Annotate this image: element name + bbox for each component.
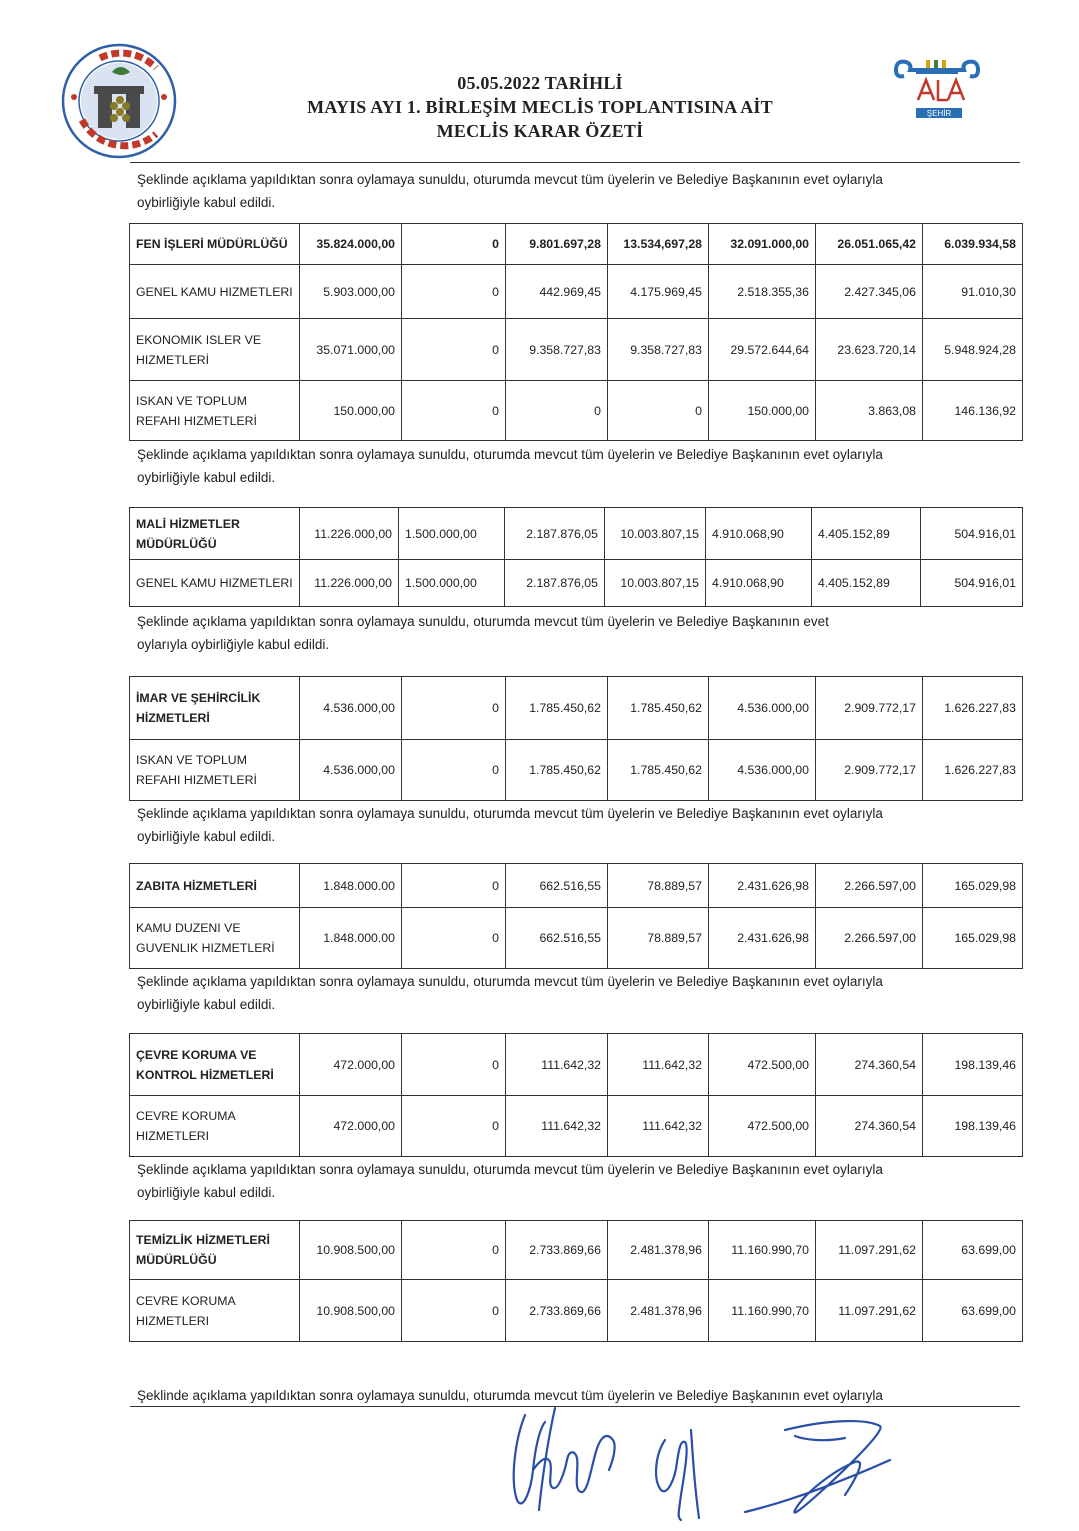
row-name: GENEL KAMU HIZMETLERI	[130, 265, 300, 319]
cell-final-budget: 32.091.000,00	[709, 224, 816, 265]
cell-transfer-out: 10.003.807,15	[605, 560, 706, 607]
vote-statement	[137, 802, 997, 848]
cell-spent: 3.863,08	[816, 381, 923, 441]
vote-statement-line: Şeklinde açıklama yapıldıktan sonra oylamaya sunuldu, oturumda mevcut tüm üyelerin ve Belediye Başkanının evet oylarıyla	[137, 447, 883, 462]
cell-initial-budget: 472.000,00	[300, 1096, 402, 1157]
cell-spent: 11.097.291,62	[816, 1280, 923, 1342]
cell-transfer-in: 1.785.450,62	[506, 677, 608, 740]
cell-spent: 23.623.720,14	[816, 319, 923, 381]
row-name: CEVRE KORUMA HIZMETLERI	[130, 1280, 300, 1342]
cell-remaining: 198.139,46	[923, 1096, 1023, 1157]
cell-final-budget: 2.431.626,98	[709, 864, 816, 908]
row-name: ZABITA HİZMETLERİ	[130, 864, 300, 908]
cell-transfer-out: 111.642,32	[608, 1034, 709, 1096]
table-row	[130, 560, 1023, 607]
cell-added: 0	[402, 224, 506, 265]
cell-final-budget: 2.518.355,36	[709, 265, 816, 319]
cell-remaining: 6.039.934,58	[923, 224, 1023, 265]
cell-transfer-in: 662.516,55	[506, 864, 608, 908]
ala-sehir-logo-icon	[890, 56, 985, 126]
vote-statement-line: Şeklinde açıklama yapıldıktan sonra oylamaya sunuldu, oturumda mevcut tüm üyelerin ve Belediye Başkanının evet	[137, 614, 829, 629]
cell-transfer-out: 111.642,32	[608, 1096, 709, 1157]
cell-final-budget: 150.000,00	[709, 381, 816, 441]
vote-statement	[137, 443, 997, 489]
vote-statement	[137, 168, 997, 214]
cell-remaining: 146.136,92	[923, 381, 1023, 441]
cell-remaining: 1.626.227,83	[923, 677, 1023, 740]
cell-transfer-out: 2.481.378,96	[608, 1280, 709, 1342]
cell-added: 0	[402, 265, 506, 319]
vote-statement-line: Şeklinde açıklama yapıldıktan sonra oylamaya sunuldu, oturumda mevcut tüm üyelerin ve Belediye Başkanının evet oylarıyla	[137, 974, 883, 989]
cell-remaining: 504.916,01	[921, 560, 1023, 607]
table-row	[130, 1034, 1023, 1096]
table-row	[130, 508, 1023, 560]
vote-statement-line: Şeklinde açıklama yapıldıktan sonra oylamaya sunuldu, oturumda mevcut tüm üyelerin ve Belediye Başkanının evet oylarıyla	[137, 1388, 883, 1403]
table-row	[130, 265, 1023, 319]
table-row	[130, 1280, 1023, 1342]
cell-remaining: 504.916,01	[921, 508, 1023, 560]
vote-statement-line: Şeklinde açıklama yapıldıktan sonra oylamaya sunuldu, oturumda mevcut tüm üyelerin ve Belediye Başkanının evet oylarıyla	[137, 806, 883, 821]
vote-statement	[137, 1158, 997, 1204]
signature-stroke	[795, 1436, 845, 1440]
cell-final-budget: 472.500,00	[709, 1034, 816, 1096]
cell-transfer-out: 1.785.450,62	[608, 740, 709, 801]
cell-added: 0	[402, 1034, 506, 1096]
vote-statement-line: Şeklinde açıklama yapıldıktan sonra oylamaya sunuldu, oturumda mevcut tüm üyelerin ve Belediye Başkanının evet oylarıyla	[137, 172, 883, 187]
cell-initial-budget: 1.848.000.00	[300, 864, 402, 908]
cell-spent: 2.266.597,00	[816, 908, 923, 969]
cell-final-budget: 29.572.644,64	[709, 319, 816, 381]
cell-transfer-out: 4.175.969,45	[608, 265, 709, 319]
cell-transfer-in: 2.187.876,05	[505, 508, 605, 560]
cell-transfer-out: 0	[608, 381, 709, 441]
vote-statement	[137, 610, 997, 656]
cell-transfer-out: 9.358.727,83	[608, 319, 709, 381]
cell-remaining: 165.029,98	[923, 908, 1023, 969]
cell-transfer-out: 2.481.378,96	[608, 1221, 709, 1280]
cell-remaining: 5.948.924,28	[923, 319, 1023, 381]
cell-initial-budget: 4.536.000,00	[300, 740, 402, 801]
document-title-summary: MECLİS KARAR ÖZETİ	[436, 121, 644, 141]
budget-table-imar	[129, 676, 1023, 801]
row-name: FEN İŞLERİ MÜDÜRLÜĞÜ	[130, 224, 300, 265]
vote-statement-line: Şeklinde açıklama yapıldıktan sonra oylamaya sunuldu, oturumda mevcut tüm üyelerin ve Belediye Başkanının evet oylarıyla	[137, 1162, 883, 1177]
signature-stroke	[656, 1440, 687, 1520]
document-title-date: 05.05.2022 TARİHLİ	[457, 73, 623, 93]
cell-initial-budget: 4.536.000,00	[300, 677, 402, 740]
cell-added: 0	[402, 1096, 506, 1157]
cell-added: 1.500.000,00	[399, 560, 505, 607]
budget-table-mali-hizmetler	[129, 507, 1023, 607]
vote-statement-line: oybirliğiyle kabul edildi.	[137, 1185, 276, 1200]
cell-spent: 2.427.345,06	[816, 265, 923, 319]
cell-initial-budget: 10.908.500,00	[300, 1221, 402, 1280]
svg-text:ŞEHİR: ŞEHİR	[926, 109, 952, 118]
budget-table-fen-isleri	[129, 223, 1023, 441]
table-row	[130, 224, 1023, 265]
cell-final-budget: 2.431.626,98	[709, 908, 816, 969]
cell-transfer-in: 9.358.727,83	[506, 319, 608, 381]
table-row	[130, 1221, 1023, 1280]
cell-spent: 26.051.065,42	[816, 224, 923, 265]
budget-table-temizlik	[129, 1220, 1023, 1342]
cell-added: 0	[402, 740, 506, 801]
row-name: GENEL KAMU HIZMETLERI	[130, 560, 300, 607]
vote-statement-line: oybirliğiyle kabul edildi.	[137, 195, 276, 210]
row-name: KAMU DUZENI VE GUVENLIK HIZMETLERİ	[130, 908, 300, 969]
cell-final-budget: 4.910.068,90	[706, 560, 812, 607]
table-row	[130, 864, 1023, 908]
cell-transfer-out: 13.534,697,28	[608, 224, 709, 265]
cell-initial-budget: 150.000,00	[300, 381, 402, 441]
document-title-meeting: MAYIS AYI 1. BİRLEŞİM MECLİS TOPLANTISINA AİT	[307, 97, 773, 117]
cell-initial-budget: 5.903.000,00	[300, 265, 402, 319]
cell-transfer-in: 2.187.876,05	[505, 560, 605, 607]
signature-stroke	[691, 1430, 699, 1518]
table-row	[130, 908, 1023, 969]
cell-transfer-out: 10.003.807,15	[605, 508, 706, 560]
signature-stroke	[514, 1415, 615, 1503]
header-divider	[130, 162, 1020, 163]
table-row	[130, 740, 1023, 801]
cell-spent: 2.909.772,17	[816, 677, 923, 740]
row-name: ISKAN VE TOPLUM REFAHI HIZMETLERİ	[130, 381, 300, 441]
vote-statement	[137, 970, 997, 1016]
table-row	[130, 677, 1023, 740]
cell-initial-budget: 11.226.000,00	[300, 560, 399, 607]
cell-spent: 2.266.597,00	[816, 864, 923, 908]
budget-table-cevre	[129, 1033, 1023, 1157]
row-name: ÇEVRE KORUMA VE KONTROL HİZMETLERİ	[130, 1034, 300, 1096]
cell-final-budget: 472.500,00	[709, 1096, 816, 1157]
table-row	[130, 381, 1023, 441]
vote-statement-line: oylarıyla oybirliğiyle kabul edildi.	[137, 637, 330, 652]
cell-added: 0	[402, 319, 506, 381]
cell-remaining: 63.699,00	[923, 1221, 1023, 1280]
row-name: MALİ HİZMETLER MÜDÜRLÜĞÜ	[130, 508, 300, 560]
cell-spent: 11.097.291,62	[816, 1221, 923, 1280]
cell-initial-budget: 10.908.500,00	[300, 1280, 402, 1342]
cell-remaining: 165.029,98	[923, 864, 1023, 908]
cell-transfer-out: 78.889,57	[608, 908, 709, 969]
budget-table-zabita	[129, 863, 1023, 969]
table-row	[130, 1096, 1023, 1157]
cell-final-budget: 4.910.068,90	[706, 508, 812, 560]
row-name: TEMİZLİK HİZMETLERİ MÜDÜRLÜĞÜ	[130, 1221, 300, 1280]
cell-added: 0	[402, 864, 506, 908]
cell-added: 0	[402, 1221, 506, 1280]
municipality-seal-icon	[60, 42, 178, 160]
vote-statement-line: oybirliğiyle kabul edildi.	[137, 829, 276, 844]
cell-final-budget: 4.536.000,00	[709, 677, 816, 740]
cell-transfer-in: 442.969,45	[506, 265, 608, 319]
cell-initial-budget: 35.071.000,00	[300, 319, 402, 381]
cell-added: 1.500.000,00	[399, 508, 505, 560]
cell-transfer-in: 2.733.869,66	[506, 1280, 608, 1342]
row-name: ISKAN VE TOPLUM REFAHI HIZMETLERİ	[130, 740, 300, 801]
cell-transfer-in: 2.733.869,66	[506, 1221, 608, 1280]
cell-added: 0	[402, 1280, 506, 1342]
cell-initial-budget: 472.000,00	[300, 1034, 402, 1096]
row-name: CEVRE KORUMA HIZMETLERI	[130, 1096, 300, 1157]
cell-added: 0	[402, 908, 506, 969]
vote-statement-line: oybirliğiyle kabul edildi.	[137, 997, 276, 1012]
cell-transfer-in: 1.785.450,62	[506, 740, 608, 801]
cell-spent: 2.909.772,17	[816, 740, 923, 801]
cell-remaining: 63.699,00	[923, 1280, 1023, 1342]
cell-final-budget: 11.160.990,70	[709, 1280, 816, 1342]
cell-final-budget: 4.536.000,00	[709, 740, 816, 801]
signatures-icon	[495, 1400, 935, 1525]
cell-spent: 274.360,54	[816, 1096, 923, 1157]
cell-remaining: 1.626.227,83	[923, 740, 1023, 801]
cell-transfer-out: 78.889,57	[608, 864, 709, 908]
cell-spent: 274.360,54	[816, 1034, 923, 1096]
cell-initial-budget: 1.848.000.00	[300, 908, 402, 969]
vote-statement-line: oybirliğiyle kabul edildi.	[137, 470, 276, 485]
cell-initial-budget: 35.824.000,00	[300, 224, 402, 265]
cell-final-budget: 11.160.990,70	[709, 1221, 816, 1280]
cell-transfer-out: 1.785.450,62	[608, 677, 709, 740]
table-row	[130, 319, 1023, 381]
row-name: EKONOMIK ISLER VE HIZMETLERİ	[130, 319, 300, 381]
cell-added: 0	[402, 381, 506, 441]
cell-added: 0	[402, 677, 506, 740]
cell-initial-budget: 11.226.000,00	[300, 508, 399, 560]
cell-transfer-in: 111.642,32	[506, 1034, 608, 1096]
cell-spent: 4.405.152,89	[812, 508, 921, 560]
cell-remaining: 198.139,46	[923, 1034, 1023, 1096]
cell-spent: 4.405.152,89	[812, 560, 921, 607]
cell-transfer-in: 0	[506, 381, 608, 441]
cell-remaining: 91.010,30	[923, 265, 1023, 319]
row-name: İMAR VE ŞEHİRCİLİK HİZMETLERİ	[130, 677, 300, 740]
cell-transfer-in: 9.801.697,28	[506, 224, 608, 265]
cell-transfer-in: 111.642,32	[506, 1096, 608, 1157]
cell-transfer-in: 662.516,55	[506, 908, 608, 969]
signature-stroke	[785, 1421, 881, 1512]
